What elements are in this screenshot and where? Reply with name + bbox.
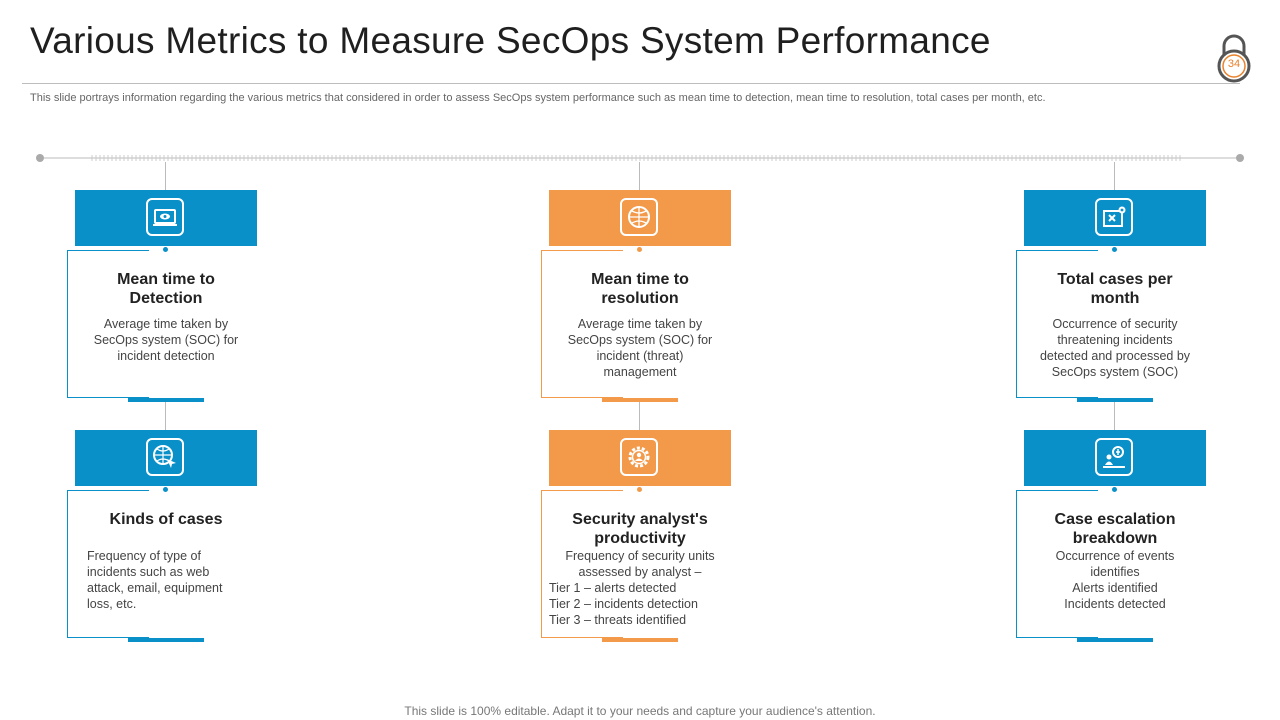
metric-card-total-cases [1024,190,1206,405]
card-text: Frequency of type of incidents such as web attack, email, equipment loss, etc. [87,549,223,611]
card-text: Tier 3 – threats identified [549,613,687,627]
safe-box-icon [1095,198,1133,236]
card-header [75,190,257,246]
monitor-eye-icon [146,198,184,236]
card-dot [637,487,642,492]
card-title: Mean time to Detection [117,271,215,307]
globe-cursor-icon [146,438,184,476]
connector-line [165,402,166,430]
card-bar [602,398,678,402]
metric-card-case-escalation [1024,430,1206,645]
page-title: Various Metrics to Measure SecOps System Performance [30,20,991,61]
person-growth-icon [1095,438,1133,476]
slide-description: This slide portrays information regarding the various metrics that considered in order to assess SecOps system performance such as mean time to detection, mean time to resolution, total cases per month, etc. [30,92,1046,104]
card-dot [163,487,168,492]
card-text: Incidents detected [1064,597,1166,611]
card-dot [1112,247,1117,252]
card-text: Tier 2 – incidents detection [549,597,698,611]
connector-line [1114,402,1115,430]
card-title: Total cases per month [1057,271,1173,307]
card-text: Tier 1 – alerts detected [549,581,677,595]
timeline-ruler [0,150,1280,170]
page-number: 34 [1227,58,1241,70]
connector-line [639,162,640,190]
card-text: Occurrence of events identifies [1055,549,1175,579]
card-dot [163,247,168,252]
card-title: Security analyst's productivity [572,511,708,547]
card-text: Average time taken by SecOps system (SOC) for incident (threat) management [567,317,713,379]
card-bar [602,638,678,642]
card-dot [637,247,642,252]
card-header [549,430,731,486]
card-header [75,430,257,486]
card-bar [128,398,204,402]
metric-card-mean-time-resolution [549,190,731,405]
card-title: Case escalation breakdown [1054,511,1176,547]
title-divider [22,83,1240,84]
card-text: Average time taken by SecOps system (SOC) for incident detection [93,317,239,363]
metric-card-analyst-productivity [549,430,731,645]
globe-screen-icon [620,198,658,236]
metric-card-kinds-of-cases [75,430,257,645]
card-bar [128,638,204,642]
gear-person-icon [620,438,658,476]
card-title: Kinds of cases [109,511,223,528]
connector-line [165,162,166,190]
card-header [1024,190,1206,246]
connector-line [1114,162,1115,190]
footer-note: This slide is 100% editable. Adapt it to your needs and capture your audience's attention. [404,704,876,718]
metric-card-mean-time-detection [75,190,257,405]
card-title: Mean time to resolution [591,271,689,307]
card-text: Frequency of security units assessed by analyst – [565,549,715,579]
connector-line [639,402,640,430]
card-header [549,190,731,246]
card-bar [1077,398,1153,402]
card-bar [1077,638,1153,642]
card-dot [1112,487,1117,492]
card-header [1024,430,1206,486]
card-text: Occurrence of security threatening incidents detected and processed by SecOps system (SOC) [1039,317,1191,379]
card-text: Alerts identified [1072,581,1158,595]
